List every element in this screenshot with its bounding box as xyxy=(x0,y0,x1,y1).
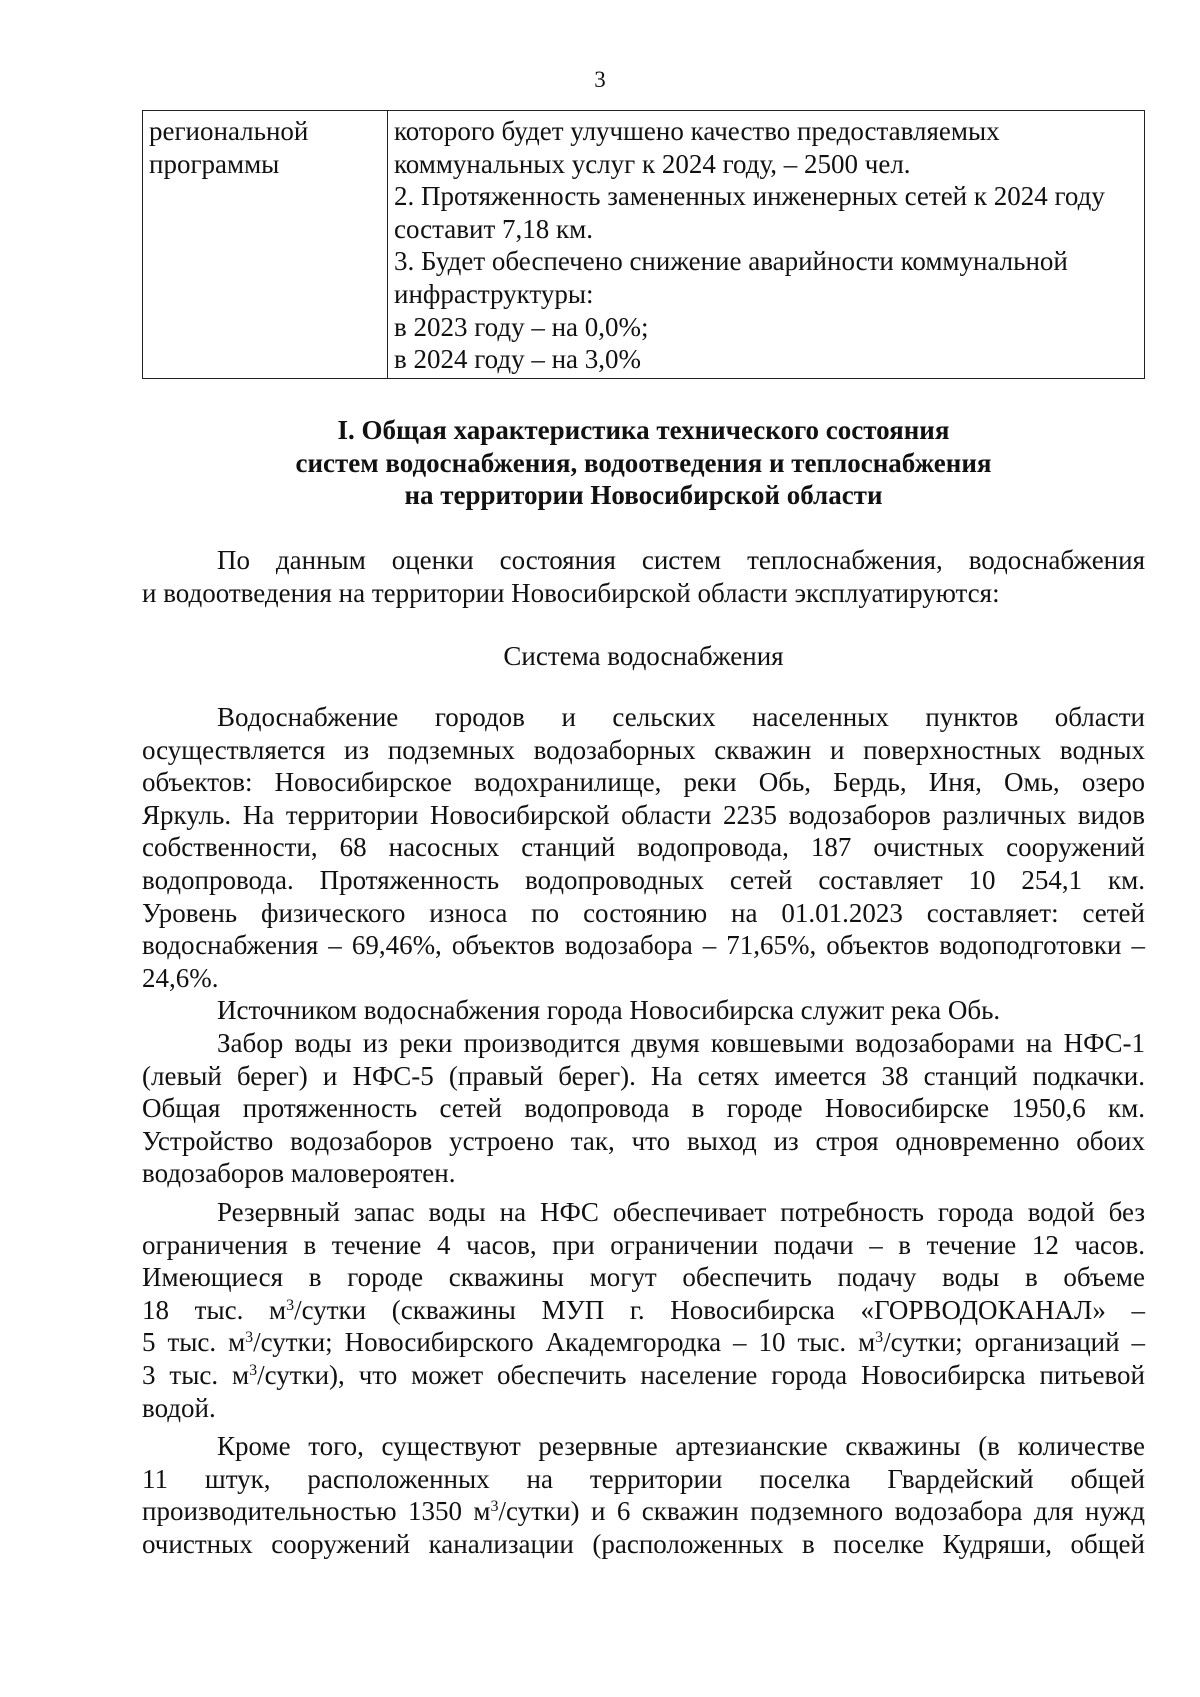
text-line: По данным оценки состояния систем теплоснабжения, водоснабжения xyxy=(217,545,1145,575)
text-line: Устройство водозаборов устроено так, что выход из строя одновременно обоих xyxy=(142,1125,1145,1156)
text-line: осуществляется из подземных водозаборных скважин и поверхностных водных xyxy=(142,734,1145,765)
table-cell-label xyxy=(143,111,388,379)
text-line: водоснабжения – 69,46%, объектов водозабора – 71,65%, объектов водоподготовки – xyxy=(142,930,1145,961)
cell-line: составит 7,18 км. xyxy=(394,213,593,244)
section-heading xyxy=(142,414,1145,512)
text-line: и водоотведения на территории Новосибирской области эксплуатируются: xyxy=(142,577,1000,608)
text-line: Яркуль. На территории Новосибирской области 2235 водозаборов различных видов xyxy=(142,799,1145,830)
cell-line: 2. Протяженность замененных инженерных сетей к 2024 году xyxy=(394,181,1105,212)
cell-line: 3. Будет обеспечено снижение аварийности коммунальной xyxy=(394,246,1068,277)
cell-line: инфраструктуры: xyxy=(394,278,594,309)
text-line: собственности, 68 насосных станций водопровода, 187 очистных сооружений xyxy=(142,832,1145,863)
paragraph-artesian-wells xyxy=(142,1430,1145,1560)
text-line: ограничения в течение 4 часов, при ограничении подачи – в течение 12 часов. xyxy=(142,1229,1145,1260)
text-line: (левый берег) и НФС-5 (правый берег). На сетях имеется 38 станций подкачки. xyxy=(142,1060,1145,1091)
text-line: Уровень физического износа по состоянию на 01.01.2023 составляет: сетей xyxy=(142,897,1145,928)
text-line: водозаборов маловероятен. xyxy=(142,1158,456,1189)
paragraph-water-supply xyxy=(142,701,1145,1190)
text-line: Источником водоснабжения города Новосибирска служит река Обь. xyxy=(217,995,1001,1026)
text-line: 5 тыс. $м^3$/сутки; Новосибирского Академгородка – 10 тыс. $м^3$/сутки; организаций – xyxy=(142,1327,1146,1358)
text-line: водой. xyxy=(142,1392,216,1423)
text-line: Имеющиеся в городе скважины могут обеспечить подачу воды в объеме xyxy=(142,1262,1145,1293)
cell-line: в 2024 году – на 3,0% xyxy=(394,344,642,375)
subsection-heading: Система водоснабжения xyxy=(503,641,784,671)
text-line: 11 штук, расположенных на территории поселка Гвардейский общей xyxy=(142,1463,1145,1494)
table-row xyxy=(143,111,1145,379)
cell-line: в 2023 году – на 0,0%; xyxy=(394,311,649,342)
text-line: объектов: Новосибирское водохранилище, реки Обь, Бердь, Иня, Омь, озеро xyxy=(142,767,1145,798)
cell-line: которого будет улучшено качество предоставляемых xyxy=(394,116,1000,146)
program-table xyxy=(142,110,1145,379)
text-line: 3 тыс. $м^3/сутки$), что может обеспечить население города Новосибирска питьевой xyxy=(142,1359,1145,1390)
cell-line: региональной xyxy=(149,116,309,146)
heading-line: на территории Новосибирской области xyxy=(404,480,883,510)
text-line: Общая протяженность сетей водопровода в городе Новосибирске 1950,6 км. xyxy=(142,1093,1145,1124)
text-line: Резервный запас воды на НФС обеспечивает потребность города водой без xyxy=(217,1197,1145,1227)
page-number: 3 xyxy=(594,67,606,92)
text-line: производительностью 1350 $м^3/сутки$) и 6 скважин подземного водозабора для нужд xyxy=(142,1496,1145,1527)
text-line: 18 тыс. $м^3$/сутки (скважины МУП г. Новосибирска «ГОРВОДОКАНАЛ» – xyxy=(142,1294,1146,1325)
text-line: водопровода. Протяженность водопроводных сетей составляет 10 254,1 км. xyxy=(142,864,1145,895)
cell-line: коммунальных услуг к 2024 году, – 2500 чел. xyxy=(394,148,911,179)
text-line: Забор воды из реки производится двумя ковшевыми водозаборами на НФС-1 xyxy=(217,1027,1145,1058)
table-cell-content xyxy=(388,111,1145,379)
heading-line: систем водоснабжения, водоотведения и теплоснабжения xyxy=(295,447,992,478)
text-line: 24,6%. xyxy=(142,962,219,993)
intro-paragraph xyxy=(142,544,1145,609)
text-line: Водоснабжение городов и сельских населенных пунктов области xyxy=(217,702,1145,732)
cell-line: программы xyxy=(149,148,280,179)
paragraph-reserve xyxy=(142,1196,1145,1424)
text-line: Кроме того, существуют резервные артезианские скважины (в количестве xyxy=(217,1431,1145,1461)
text-line: очистных сооружений канализации (расположенных в поселке Кудряши, общей xyxy=(142,1528,1145,1559)
heading-line: I. Общая характеристика технического состояния xyxy=(337,415,950,445)
